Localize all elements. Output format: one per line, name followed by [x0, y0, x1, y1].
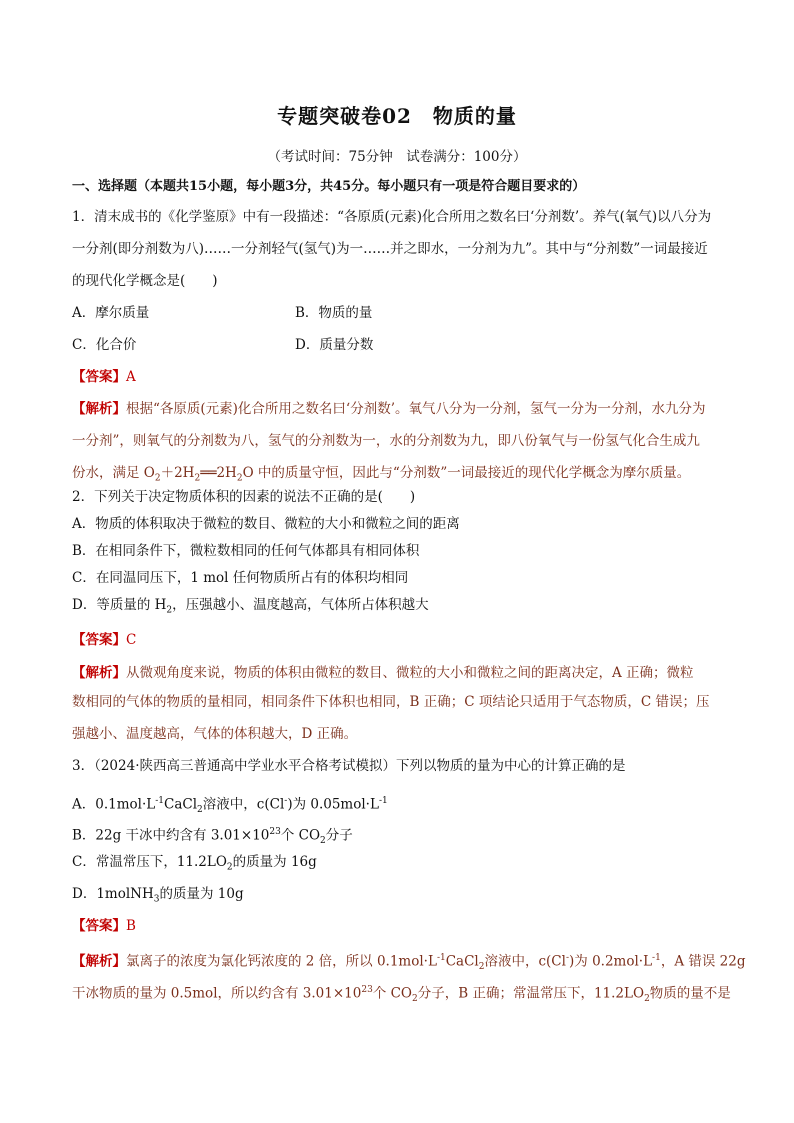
- subscript: 2: [644, 994, 650, 1005]
- text: 个 CO: [372, 985, 413, 1002]
- q2-option-d: [72, 596, 429, 620]
- q3-answer: [72, 917, 136, 935]
- explanation-tag: 【解析】: [72, 401, 126, 417]
- text: 个 CO: [280, 827, 321, 844]
- q1-stem-line2: 一分剂(即分剂数为八)……一分剂轻气(氢气)为一……并之即水，一分剂为九”。其中与“分剂数”一词最接近: [72, 241, 708, 257]
- text: ，A 错误 22g: [660, 953, 746, 970]
- text: O 中的质量守恒，因此与“分剂数”一词最接近的现代化学概念为摩尔质量。: [242, 465, 691, 481]
- superscript: -: [284, 796, 288, 806]
- subscript: 2: [478, 962, 485, 973]
- q1-option-b: B．物质的量: [295, 305, 373, 321]
- q1-explanation-line3: [72, 464, 690, 488]
- q3-option-d: [72, 885, 244, 909]
- answer-tag: 【答案】: [72, 369, 126, 385]
- text: )为 0.2mol·L: [569, 953, 653, 970]
- text: 分子: [325, 827, 353, 844]
- text: )为 0.05mol·L: [287, 796, 379, 813]
- answer-tag: 【答案】: [72, 918, 126, 934]
- superscript: 23: [361, 985, 373, 995]
- explanation-text: 根据“各原质(元素)化合所用之数名曰‘分剂数’。氧气八分为一分剂，氢气一分为一分剂，水九分为: [126, 401, 706, 417]
- explanation-text: 从微观角度来说，物质的体积由微粒的数目、微粒的大小和微粒之间的距离决定，A 正确；微粒: [126, 665, 694, 681]
- q2-stem: 2．下列关于决定物质体积的因素的说法不正确的是( ): [72, 489, 416, 505]
- explanation-tag: 【解析】: [72, 665, 126, 681]
- q2-explanation-line2: 数相同的气体的物质的量相同，相同条件下体积也相同，B 正确；C 项结论只适用于气态物质，C 错误；压: [72, 694, 710, 710]
- q2-option-a: A．物质的体积取决于微粒的数目、微粒的大小和微粒之间的距离: [72, 516, 460, 532]
- answer-value: B: [126, 918, 136, 934]
- q1-explanation-line1: [72, 400, 706, 418]
- text: ＋2H: [160, 465, 195, 481]
- text: D．等质量的 H: [72, 597, 167, 613]
- q1-answer: [72, 368, 136, 386]
- superscript: -1: [436, 953, 446, 963]
- superscript: -1: [378, 796, 388, 806]
- answer-value: C: [126, 632, 137, 648]
- subscript: 2: [197, 805, 203, 816]
- q1-option-c: C．化合价: [72, 337, 137, 353]
- q3-option-a: [72, 792, 388, 819]
- text: 的质量为 16g: [232, 854, 317, 870]
- q1-stem-line1: 1．清末成书的《化学鉴原》中有一段描述：“各原质(元素)化合所用之数名曰‘分剂数’。养气(氧气)以八分为: [72, 209, 712, 225]
- text: D．1molNH: [72, 886, 154, 902]
- text: 份水，满足 O: [72, 465, 155, 481]
- answer-value: A: [126, 369, 136, 385]
- superscript: -: [565, 953, 570, 963]
- q3-stem: 3．（2024·陕西高三普通高中学业水平合格考试模拟）下列以物质的量为中心的计算正确的是: [72, 758, 626, 774]
- superscript: -1: [155, 796, 165, 806]
- subscript: 2: [166, 605, 173, 616]
- q3-option-b: [72, 823, 353, 850]
- subscript: 2: [412, 994, 418, 1005]
- text: CaCl: [164, 796, 198, 813]
- q2-answer: [72, 631, 136, 649]
- subscript: 2: [154, 473, 161, 484]
- superscript: 23: [269, 827, 281, 837]
- text: CaCl: [445, 953, 479, 970]
- q2-explanation-line1: [72, 664, 694, 682]
- subscript: 2: [194, 473, 201, 484]
- answer-tag: 【答案】: [72, 632, 126, 648]
- text: B．22g 干冰中约含有 3.01×10: [72, 827, 270, 844]
- page-title: 专题突破卷02 物质的量: [277, 104, 517, 128]
- q1-stem-line3: 的现代化学概念是( ): [72, 273, 218, 289]
- q1-explanation-line2: 一分剂”，则氧气的分剂数为八，氢气的分剂数为一，水的分剂数为九，即八份氧气与一份氢气化合生成九: [72, 433, 700, 449]
- superscript: -1: [652, 953, 661, 963]
- text: 干冰物质的量为 0.5mol，所以约含有 3.01×10: [72, 985, 362, 1002]
- text: A．0.1mol·L: [72, 796, 156, 813]
- text: 溶液中，c(Cl: [484, 953, 566, 970]
- explanation-tag: 【解析】: [72, 953, 126, 970]
- subscript: 2: [226, 862, 233, 873]
- q2-option-c: C．在同温同压下，1 mol 任何物质所占有的体积均相同: [72, 570, 409, 586]
- text: 物质的量不是: [649, 985, 731, 1002]
- q1-option-a: A．摩尔质量: [72, 305, 150, 321]
- q2-option-b: B．在相同条件下，微粒数相同的任何气体都具有相同体积: [72, 543, 420, 559]
- section-heading: 一、选择题（本题共15小题，每小题3分，共45分。每小题只有一项是符合题目要求的）: [72, 179, 586, 194]
- subscript: 3: [153, 894, 160, 905]
- text: 分子，B 正确；常温常压下，11.2LO: [417, 985, 645, 1002]
- text: 溶液中，c(Cl: [202, 796, 285, 813]
- q3-option-c: [72, 853, 317, 877]
- subscript: 2: [320, 836, 326, 847]
- q1-option-d: D．质量分数: [295, 337, 374, 353]
- text: 的质量为 10g: [159, 886, 244, 902]
- q3-explanation-line1: [72, 949, 745, 976]
- text: ══2H: [200, 465, 237, 481]
- subscript: 2: [236, 473, 243, 484]
- exam-info: （考试时间：75分钟 试卷满分：100分）: [267, 149, 527, 165]
- text: ，压强越小、温度越高，气体所占体积越大: [172, 597, 429, 613]
- text: 氯离子的浓度为氯化钙浓度的 2 倍，所以 0.1mol·L: [126, 953, 437, 970]
- q2-explanation-line3: 强越小、温度越高，气体的体积越大，D 正确。: [72, 726, 358, 742]
- text: C．常温常压下，11.2LO: [72, 854, 227, 870]
- q3-explanation-line2: [72, 981, 731, 1008]
